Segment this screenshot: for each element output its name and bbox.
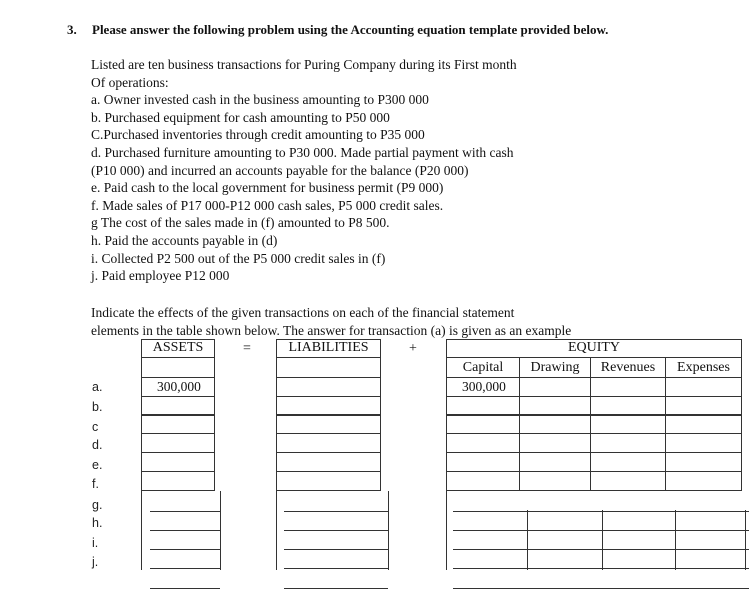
row-label-i: i. <box>92 536 99 550</box>
equity-answer-cell[interactable] <box>665 377 742 397</box>
transaction-i: i. Collected P2 500 out of the P5 000 credit sales in (f) <box>91 250 386 266</box>
answer-line[interactable] <box>150 568 220 569</box>
liabilities-answer-cell[interactable] <box>276 452 381 472</box>
liabilities-answer-cell[interactable] <box>276 396 381 416</box>
assets-header: ASSETS <box>141 339 215 358</box>
intro-line: Of operations: <box>91 74 169 90</box>
column-divider <box>141 491 142 570</box>
plus-sign: + <box>409 341 417 356</box>
equity-answer-cell[interactable] <box>590 377 666 397</box>
transaction-c: C.Purchased inventories through credit amounting to P35 000 <box>91 127 425 143</box>
equity-answer-cell[interactable] <box>665 452 742 472</box>
answer-line[interactable] <box>284 511 388 512</box>
column-divider <box>745 510 746 570</box>
column-divider <box>527 510 528 570</box>
answer-line[interactable] <box>150 549 220 550</box>
liabilities-subheader-cell <box>276 357 381 378</box>
assets-subheader-cell <box>141 357 215 378</box>
answer-line[interactable] <box>150 511 220 512</box>
transactions-paragraph <box>91 56 517 285</box>
answer-line[interactable] <box>284 549 388 550</box>
column-divider <box>276 491 277 570</box>
transaction-h: h. Paid the accounts payable in (d) <box>91 232 278 248</box>
column-divider <box>675 510 676 570</box>
assets-answer-cell[interactable] <box>141 414 215 434</box>
row-label-g: g. <box>92 498 103 512</box>
answer-line[interactable] <box>150 588 220 589</box>
question-prompt: Please answer the following problem using the Accounting equation template provided below. <box>92 22 609 37</box>
answer-line[interactable] <box>453 530 749 531</box>
equity-answer-cell[interactable] <box>519 414 591 434</box>
intro-line: Listed are ten business transactions for Puring Company during its First month <box>91 57 517 72</box>
equity-answer-cell[interactable] <box>519 396 591 416</box>
equity-answer-cell[interactable] <box>519 471 591 491</box>
equity-answer-cell[interactable] <box>590 471 666 491</box>
column-divider <box>602 510 603 570</box>
row-label-b: b. <box>92 400 103 414</box>
row-label-h: h. <box>92 516 103 530</box>
equity-header: EQUITY <box>446 339 742 358</box>
equity-answer-cell[interactable] <box>519 452 591 472</box>
equity-answer-cell[interactable] <box>446 433 520 453</box>
assets-answer-cell[interactable] <box>141 471 215 491</box>
row-label-e: e. <box>92 458 103 472</box>
drawing-header: Drawing <box>519 357 591 378</box>
equity-answer-cell[interactable] <box>446 471 520 491</box>
column-divider <box>388 491 389 570</box>
assets-answer-cell[interactable] <box>141 452 215 472</box>
equity-answer-cell[interactable] <box>665 471 742 491</box>
assets-answer-cell[interactable] <box>141 433 215 453</box>
equity-answer-cell[interactable] <box>590 396 666 416</box>
equity-answer-cell[interactable] <box>519 377 591 397</box>
instruction-line: elements in the table shown below. The answer for transaction (a) is given as an example <box>91 322 572 338</box>
answer-line[interactable] <box>284 588 388 589</box>
example-assets-value: 300,000 <box>157 379 201 394</box>
row-label-f: f. <box>92 477 99 491</box>
liabilities-answer-cell[interactable] <box>276 414 381 434</box>
equity-answer-cell[interactable] <box>446 452 520 472</box>
example-capital-value: 300,000 <box>462 379 506 394</box>
answer-line[interactable] <box>453 568 749 569</box>
liabilities-header: LIABILITIES <box>276 339 381 358</box>
equity-answer-cell[interactable] <box>446 396 520 416</box>
equity-answer-cell[interactable] <box>590 433 666 453</box>
transaction-e: e. Paid cash to the local government for business permit (P9 000) <box>91 180 444 196</box>
equity-answer-cell[interactable] <box>446 414 520 434</box>
instruction-paragraph <box>91 304 571 339</box>
row-label-d: d. <box>92 438 103 452</box>
equity-answer-cell[interactable] <box>590 414 666 434</box>
transaction-d: d. Purchased furniture amounting to P30 000. Made partial payment with cash <box>91 144 514 160</box>
transaction-a: a. Owner invested cash in the business amounting to P300 000 <box>91 92 429 108</box>
equity-answer-cell[interactable] <box>665 414 742 434</box>
expenses-header: Expenses <box>665 357 742 378</box>
answer-line[interactable] <box>453 511 749 512</box>
transaction-b: b. Purchased equipment for cash amounting to P50 000 <box>91 109 390 125</box>
answer-line[interactable] <box>453 549 749 550</box>
equity-answer-cell[interactable] <box>665 396 742 416</box>
liabilities-answer-cell[interactable] <box>276 433 381 453</box>
capital-header: Capital <box>446 357 520 378</box>
liabilities-answer-cell[interactable] <box>276 471 381 491</box>
transaction-g: g The cost of the sales made in (f) amounted to P8 500. <box>91 215 390 231</box>
column-divider <box>446 491 447 570</box>
column-divider <box>220 491 221 570</box>
equity-answer-cell[interactable] <box>590 452 666 472</box>
revenues-header: Revenues <box>590 357 666 378</box>
transaction-f: f. Made sales of P17 000-P12 000 cash sales, P5 000 credit sales. <box>91 197 444 213</box>
transaction-d-cont: (P10 000) and incurred an accounts payable for the balance (P20 000) <box>91 162 469 178</box>
answer-line[interactable] <box>284 568 388 569</box>
answer-line[interactable] <box>284 530 388 531</box>
answer-line[interactable] <box>453 588 749 589</box>
answer-line[interactable] <box>150 530 220 531</box>
instruction-line: Indicate the effects of the given transactions on each of the financial statement <box>91 305 515 320</box>
transaction-j: j. Paid employee P12 000 <box>91 268 230 284</box>
row-label-a: a. <box>92 380 103 394</box>
assets-answer-cell[interactable] <box>141 396 215 416</box>
equals-sign: = <box>243 341 251 356</box>
question-number: 3. <box>67 22 77 37</box>
equity-answer-cell[interactable] <box>519 433 591 453</box>
row-label-j: j. <box>92 555 99 569</box>
equity-answer-cell[interactable] <box>665 433 742 453</box>
liabilities-answer-cell[interactable] <box>276 377 381 397</box>
row-label-c: c <box>92 420 99 434</box>
